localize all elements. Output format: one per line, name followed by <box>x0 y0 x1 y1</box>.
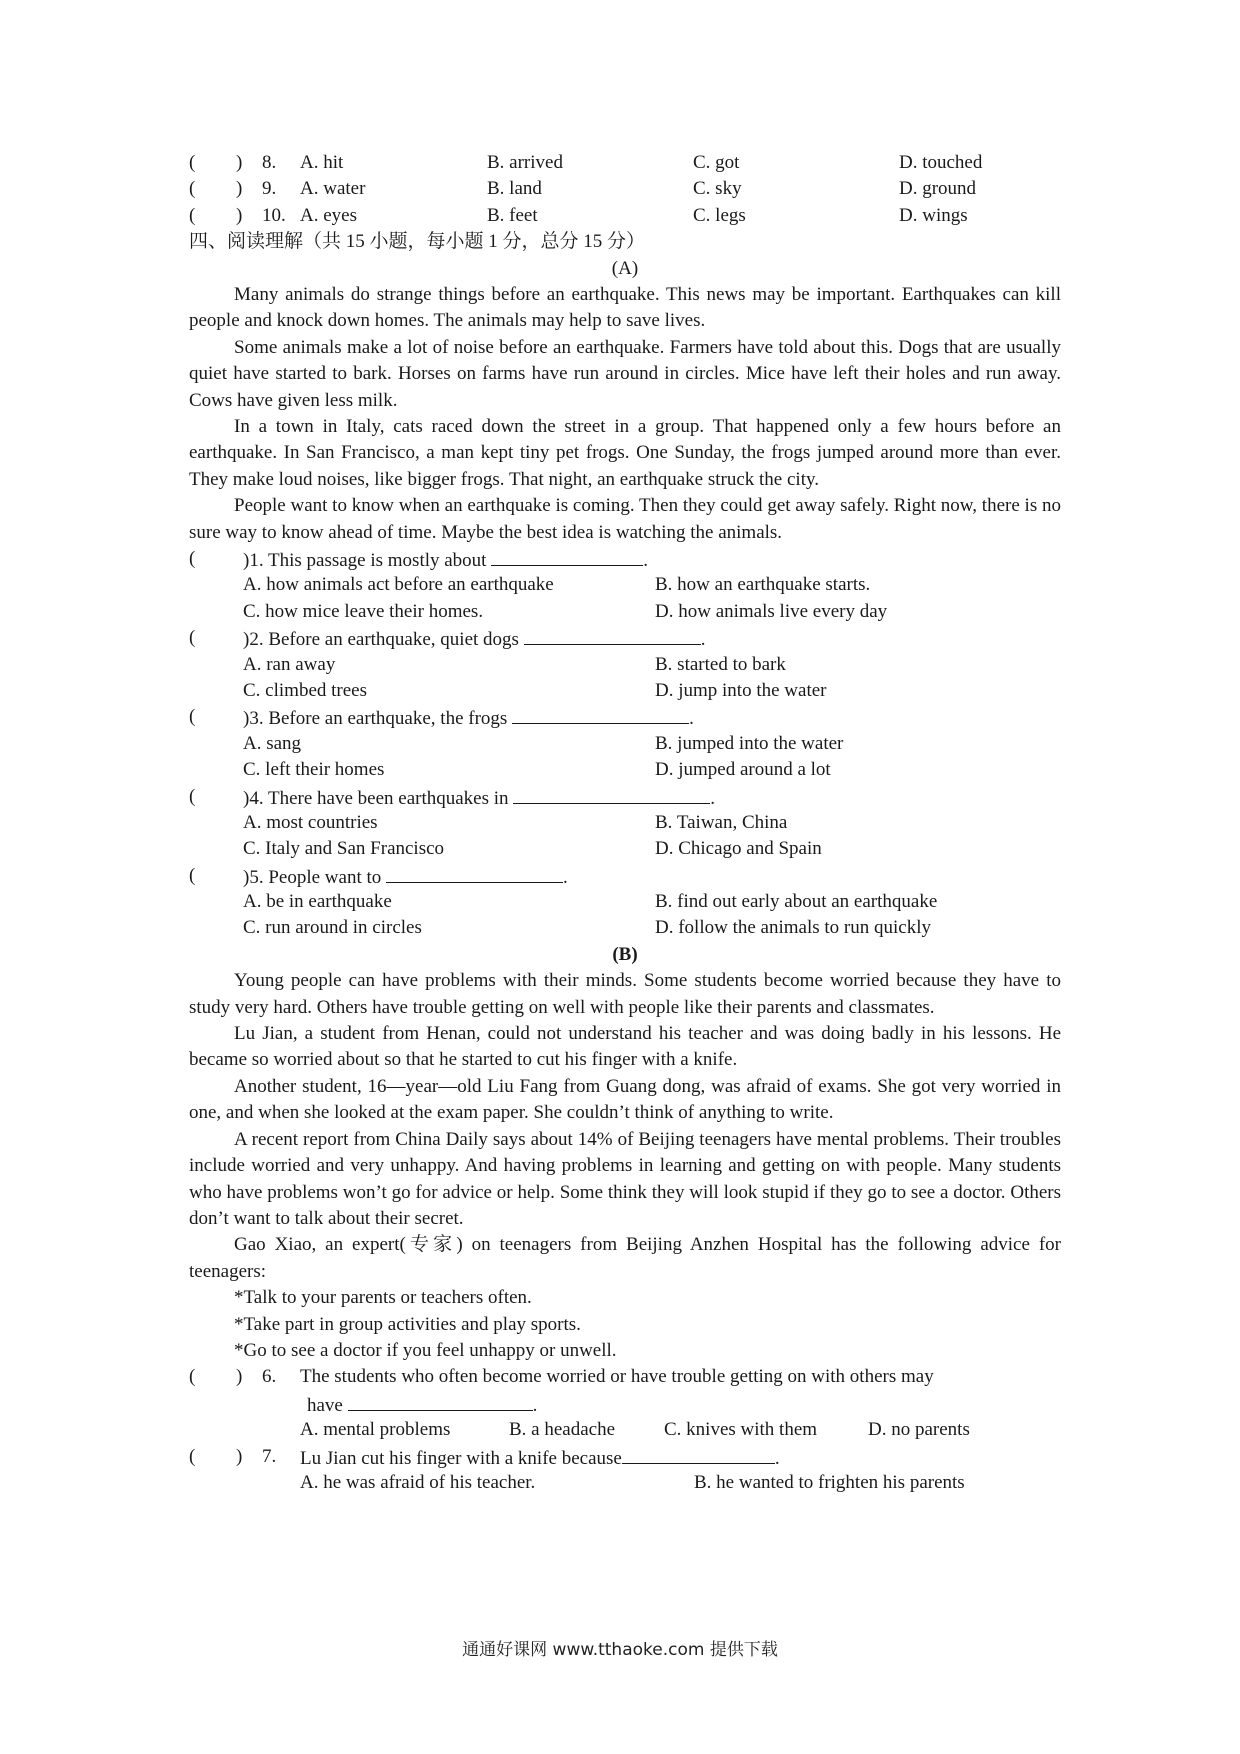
question-number: 6. <box>262 1366 277 1388</box>
question-stem <box>189 784 1061 810</box>
question-stem-continued <box>189 1391 1061 1417</box>
exam-page <box>189 150 1061 1496</box>
option-b: B. find out early about an earthquake <box>655 891 938 913</box>
passage-paragraph: Another student, 16—year—old Liu Fang from Guang dong, was afraid of exams. She got very worried in one, and when she looked at the exam paper. She couldn’t think of anything to write. <box>189 1075 1061 1124</box>
option-row <box>189 599 1061 625</box>
option-c: C. Italy and San Francisco <box>243 838 445 860</box>
answer-paren-open: ( <box>189 152 196 173</box>
question-text: have . <box>307 1391 537 1419</box>
passage-paragraph: Some animals make a lot of noise before an earthquake. Farmers have told about this. Dogs that are usually quiet have started to bark. Horses on farms have run around in circles. Mice have left their holes and run away. Cows have given less milk. <box>189 336 1061 411</box>
question-text: Lu Jian cut his finger with a knife because . <box>300 1444 780 1472</box>
question-row-9 <box>189 176 1061 202</box>
answer-paren-open: ( <box>189 204 196 226</box>
option-c: C. knives with them <box>664 1419 818 1441</box>
question-stem <box>189 704 1061 730</box>
option-d: D. follow the animals to run quickly <box>655 917 931 939</box>
option-d: D. wings <box>899 204 968 226</box>
option-c: C. how mice leave their homes. <box>243 600 484 622</box>
option-b: B. a headache <box>509 1419 616 1441</box>
option-b: B. land <box>487 178 542 200</box>
answer-blank <box>513 784 710 804</box>
answer-blank <box>512 704 689 724</box>
question-stem <box>189 1444 1061 1470</box>
question-text: )4. There have been earthquakes in . <box>243 784 715 812</box>
option-b: B. jumped into the water <box>655 732 844 754</box>
option-a: A. ran away <box>243 653 336 675</box>
option-d: D. no parents <box>868 1419 970 1441</box>
question-text: )5. People want to . <box>243 863 568 891</box>
answer-paren-open: ( <box>189 627 196 649</box>
option-a: A. mental problems <box>300 1419 451 1441</box>
advice-item: *Go to see a doctor if you feel unhappy or unwell. <box>234 1339 617 1361</box>
option-c: C. run around in circles <box>243 917 422 939</box>
passage-paragraph: Young people can have problems with their minds. Some students become worried because they have to study very hard. Others have trouble getting on well with people like their parents and classmates. <box>189 970 1061 1018</box>
option-c: C. climbed trees <box>243 679 367 701</box>
option-b: B. arrived <box>487 152 563 173</box>
advice-item: *Take part in group activities and play sports. <box>234 1313 581 1335</box>
passage-label: (A) <box>611 257 639 279</box>
answer-paren-open: ( <box>189 1445 196 1467</box>
question-row-10 <box>189 203 1061 229</box>
option-c: C. left their homes <box>243 759 385 781</box>
option-a: A. sang <box>243 732 302 754</box>
option-b: B. Taiwan, China <box>655 811 788 833</box>
passage-label: (B) <box>612 943 638 965</box>
page-footer: 通通好课网 www.tthaoke.com 提供下载 <box>462 1640 778 1660</box>
question-stem <box>189 625 1061 651</box>
passage-paragraph: A recent report from China Daily says about 14% of Beijing teenagers have mental problems. Their troubles include worried and very unhappy. And having problems in learning and getting on with people. Many students who have problems won’t go for advice or help. Some think they will look stupid if they go to see a doctor. Others don’t want to talk about their secret. <box>189 1128 1061 1229</box>
option-row <box>189 757 1061 783</box>
question-text: )2. Before an earthquake, quiet dogs . <box>243 625 705 653</box>
question-stem <box>189 863 1061 889</box>
advice-item: *Talk to your parents or teachers often. <box>234 1287 532 1309</box>
option-a: A. how animals act before an earthquake <box>243 574 554 596</box>
option-c: C. legs <box>693 204 746 226</box>
question-number: 8. <box>262 152 277 173</box>
option-b: B. he wanted to frighten his parents <box>694 1471 965 1493</box>
question-number: 10. <box>262 204 286 226</box>
option-row <box>189 915 1061 941</box>
passage-paragraph: Gao Xiao, an expert(专家) on teenagers from Beijing Anzhen Hospital has the following advice for teenagers: <box>189 1234 1061 1282</box>
option-row <box>189 678 1061 704</box>
answer-blank <box>348 1391 533 1411</box>
section-heading: 四、阅读理解（共 15 小题，每小题 1 分，总分 15 分） <box>189 231 646 253</box>
question-number: 9. <box>262 178 277 200</box>
answer-paren-open: ( <box>189 178 196 200</box>
answer-paren-close: ) <box>236 1366 243 1388</box>
question-row-8 <box>189 150 1061 176</box>
answer-paren-open: ( <box>189 706 196 728</box>
option-a: A. water <box>300 178 366 200</box>
option-d: D. Chicago and Spain <box>655 838 822 860</box>
answer-blank <box>622 1444 775 1464</box>
option-d: D. jumped around a lot <box>655 759 831 781</box>
answer-paren-open: ( <box>189 785 196 807</box>
option-row <box>189 731 1061 757</box>
option-b: B. how an earthquake starts. <box>655 574 871 596</box>
answer-paren-close: ) <box>236 1445 243 1467</box>
option-row <box>189 810 1061 836</box>
answer-paren-close: ) <box>236 178 243 200</box>
option-d: D. jump into the water <box>655 679 827 701</box>
option-d: D. how animals live every day <box>655 600 888 622</box>
answer-paren-close: ) <box>236 152 243 173</box>
answer-paren-open: ( <box>189 864 196 886</box>
question-text: The students who often become worried or have trouble getting on with others may <box>300 1366 934 1388</box>
option-a: A. eyes <box>300 204 357 226</box>
answer-paren-close: ) <box>236 204 243 226</box>
passage-paragraph: Lu Jian, a student from Henan, could not understand his teacher and was doing badly in his lessons. He became so worried about so that he started to cut his finger with a knife. <box>189 1023 1061 1071</box>
answer-paren-open: ( <box>189 1366 196 1388</box>
option-row <box>189 836 1061 862</box>
option-row <box>189 889 1061 915</box>
option-row <box>189 652 1061 678</box>
option-row <box>189 1470 1061 1496</box>
question-number: 7. <box>262 1445 277 1467</box>
option-c: C. sky <box>693 178 742 200</box>
option-a: A. he was afraid of his teacher. <box>300 1471 536 1493</box>
option-b: B. started to bark <box>655 653 786 675</box>
option-c: C. got <box>693 152 740 173</box>
option-b: B. feet <box>487 204 538 226</box>
question-stem <box>189 1364 1061 1390</box>
passage-paragraph: People want to know when an earthquake is coming. Then they could get away safely. Right now, there is no sure way to know ahead of time. Maybe the best idea is watching the animals. <box>189 495 1061 543</box>
answer-blank <box>524 625 701 645</box>
question-text: )3. Before an earthquake, the frogs . <box>243 704 694 732</box>
option-row <box>189 572 1061 598</box>
answer-blank <box>386 863 563 883</box>
option-row <box>189 1417 1061 1443</box>
answer-blank <box>491 546 643 566</box>
answer-paren-open: ( <box>189 548 196 570</box>
question-text: )1. This passage is mostly about . <box>243 546 648 574</box>
passage-paragraph: Many animals do strange things before an earthquake. This news may be important. Earthquakes can kill people and knock down homes. The animals may help to save lives. <box>189 283 1061 332</box>
option-a: A. be in earthquake <box>243 891 392 913</box>
question-stem <box>189 546 1061 572</box>
option-d: D. touched <box>899 152 983 173</box>
passage-paragraph: In a town in Italy, cats raced down the street in a group. That happened only a few hours before an earthquake. In San Francisco, a man kept tiny pet frogs. One Sunday, the frogs jumped around more than ever. They make loud noises, like bigger frogs. That night, an earthquake struck the city. <box>189 415 1061 490</box>
option-d: D. ground <box>899 178 977 200</box>
option-a: A. most countries <box>243 811 378 833</box>
option-a: A. hit <box>300 152 344 173</box>
